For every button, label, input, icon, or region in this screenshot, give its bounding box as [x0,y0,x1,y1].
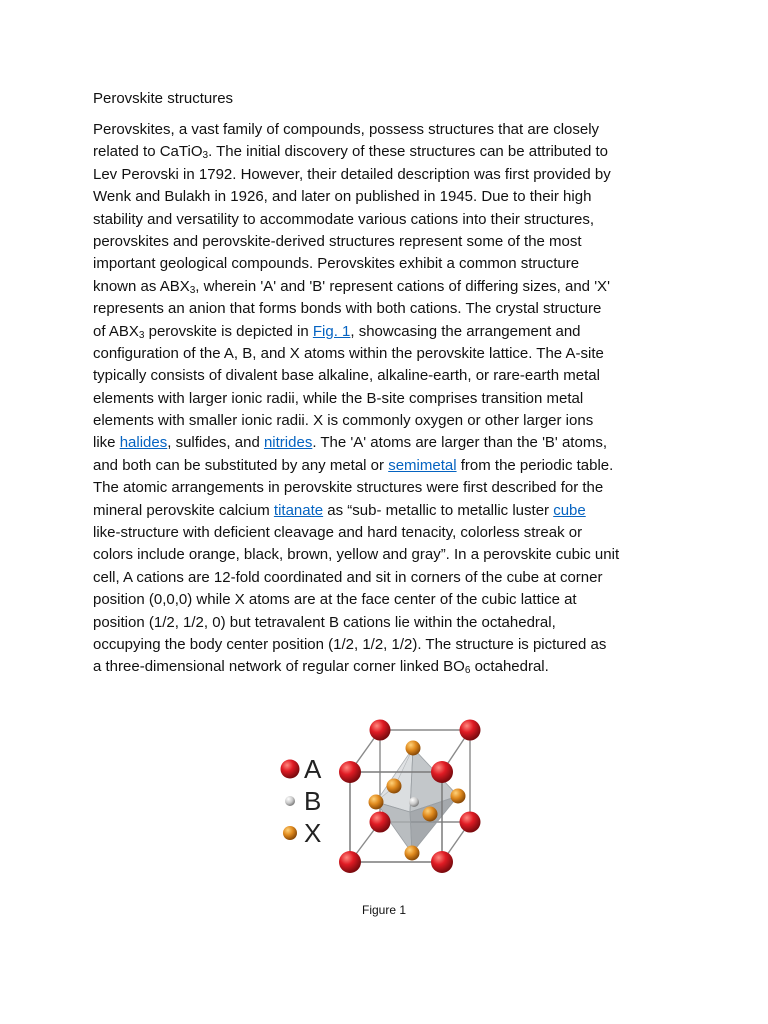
text-run: Lev Perovski in 1792. However, their detailed description was first provided by [93,165,611,183]
text-run: typically consists of divalent base alkaline, alkaline-earth, or rare-earth metal [93,367,600,385]
perovskite-figure [270,714,506,894]
subscript: 6 [464,665,471,677]
paragraph-line [93,455,693,477]
perovskite-unit-cell-diagram [270,714,506,894]
document-heading: Perovskite structures [93,90,234,107]
text-run: , sulfides, and [167,434,264,452]
paragraph-line [93,253,693,275]
paragraph-line [93,567,693,589]
text-run: elements with larger ionic radii, while the B-site comprises transition metal [93,389,584,407]
hyperlink-nitrides[interactable]: nitrides [263,434,313,452]
paragraph-line [93,164,693,186]
paragraph-line [93,119,693,141]
text-run: occupying the body center position (1/2, 1/2, 1/2). The structure is pictured as [93,635,607,653]
hyperlink-semimetal[interactable]: semimetal [388,456,457,474]
text-run: important geological compounds. Perovskites exhibit a common structure [93,255,580,273]
paragraph-line [93,365,693,387]
atom-x [423,807,438,822]
text-run: related to CaTiO [93,143,203,161]
body-paragraph [93,119,693,679]
paragraph-line [93,321,693,343]
paragraph-line [93,522,693,544]
text-run: represents an anion that forms bonds with both cations. The crystal structure [93,300,602,318]
paragraph-line [93,276,693,298]
text-run: , showcasing the arrangement and [350,322,581,340]
atom-x [369,795,384,810]
atom-a [339,851,361,873]
text-run: of ABX [93,322,139,340]
subscript: 3 [202,150,209,162]
hyperlink-halides[interactable]: halides [119,434,168,452]
text-run: , wherein 'A' and 'B' represent cations of differing sizes, and 'X' [195,277,610,295]
text-run: known as ABX [93,277,190,295]
text-run: configuration of the A, B, and X atoms within the perovskite lattice. The A-site [93,344,604,362]
hyperlink-titanate[interactable]: titanate [273,501,324,519]
atom-a [431,761,453,783]
paragraph-line [93,388,693,410]
legend-b-marker [285,796,295,806]
atom-a [370,812,391,833]
paragraph-line [93,634,693,656]
atom-a [431,851,453,873]
text-run: octahedral. [470,658,549,676]
text-run: stability and versatility to accommodate various cations into their structures, [93,210,595,228]
text-run: Perovskites, a vast family of compounds, possess structures that are closely [93,121,600,138]
text-run: like-structure with deficient cleavage and hard tenacity, colorless streak or [93,524,583,542]
text-run: colors include orange, black, brown, yellow and gray”. In a perovskite cubic unit [93,546,620,564]
hyperlink-cube[interactable]: cube [553,501,586,519]
atom-a [339,761,361,783]
atom-x [405,846,420,861]
paragraph-line [93,209,693,231]
paragraph-line [93,186,693,208]
legend-b-label: B [304,786,322,816]
paragraph-line [93,410,693,432]
figure-legend [281,754,323,848]
text-run: mineral perovskite calcium [93,501,274,519]
atom-b-center [409,797,419,807]
paragraph-line [93,141,693,163]
atom-x [451,789,466,804]
atom-a [460,720,481,741]
atom-a [370,720,391,741]
paragraph-line [93,500,693,522]
text-run: like [93,434,120,452]
text-run: . The initial discovery of these structures can be attributed to [208,143,608,161]
atom-a [460,812,481,833]
paragraph-line [93,589,693,611]
paragraph-line [93,544,693,566]
legend-x-label: X [304,818,322,848]
atom-x [406,741,421,756]
subscript: 3 [138,329,145,341]
legend-a-label: A [304,754,322,784]
paragraph-line [93,432,693,454]
legend-a-marker [281,760,300,779]
paragraph-line [93,343,693,365]
text-run: from the periodic table. [456,456,614,474]
text-run: cell, A cations are 12-fold coordinated and sit in corners of the cube at corner [93,568,603,586]
text-run: a three-dimensional network of regular corner linked BO [93,658,465,676]
text-run: perovskite is depicted in [144,322,313,340]
text-run: as “sub- metallic to metallic luster [323,501,554,519]
text-run: perovskites and perovskite-derived structures represent some of the most [93,232,582,250]
text-run: elements with smaller ionic radii. X is commonly oxygen or other larger ions [93,412,594,430]
subscript: 3 [189,284,196,296]
paragraph-line [93,231,693,253]
text-run: . The 'A' atoms are larger than the 'B' atoms, [312,434,607,452]
paragraph-line [93,656,693,678]
text-run: The atomic arrangements in perovskite structures were first described for the [93,479,604,497]
hyperlink-fig-1[interactable]: Fig. 1 [312,322,351,340]
paragraph-line [93,612,693,634]
legend-x-marker [283,826,297,840]
text-run: position (0,0,0) while X atoms are at the face center of the cubic lattice at [93,591,577,609]
text-run: and both can be substituted by any metal or [93,456,389,474]
atom-x [387,779,402,794]
paragraph-line [93,298,693,320]
paragraph-line [93,477,693,499]
text-run: Wenk and Bulakh in 1926, and later on published in 1945. Due to their high [93,188,592,206]
text-run: position (1/2, 1/2, 0) but tetravalent B cations lie within the octahedral, [93,613,556,631]
figure-caption: Figure 1 [361,903,407,917]
